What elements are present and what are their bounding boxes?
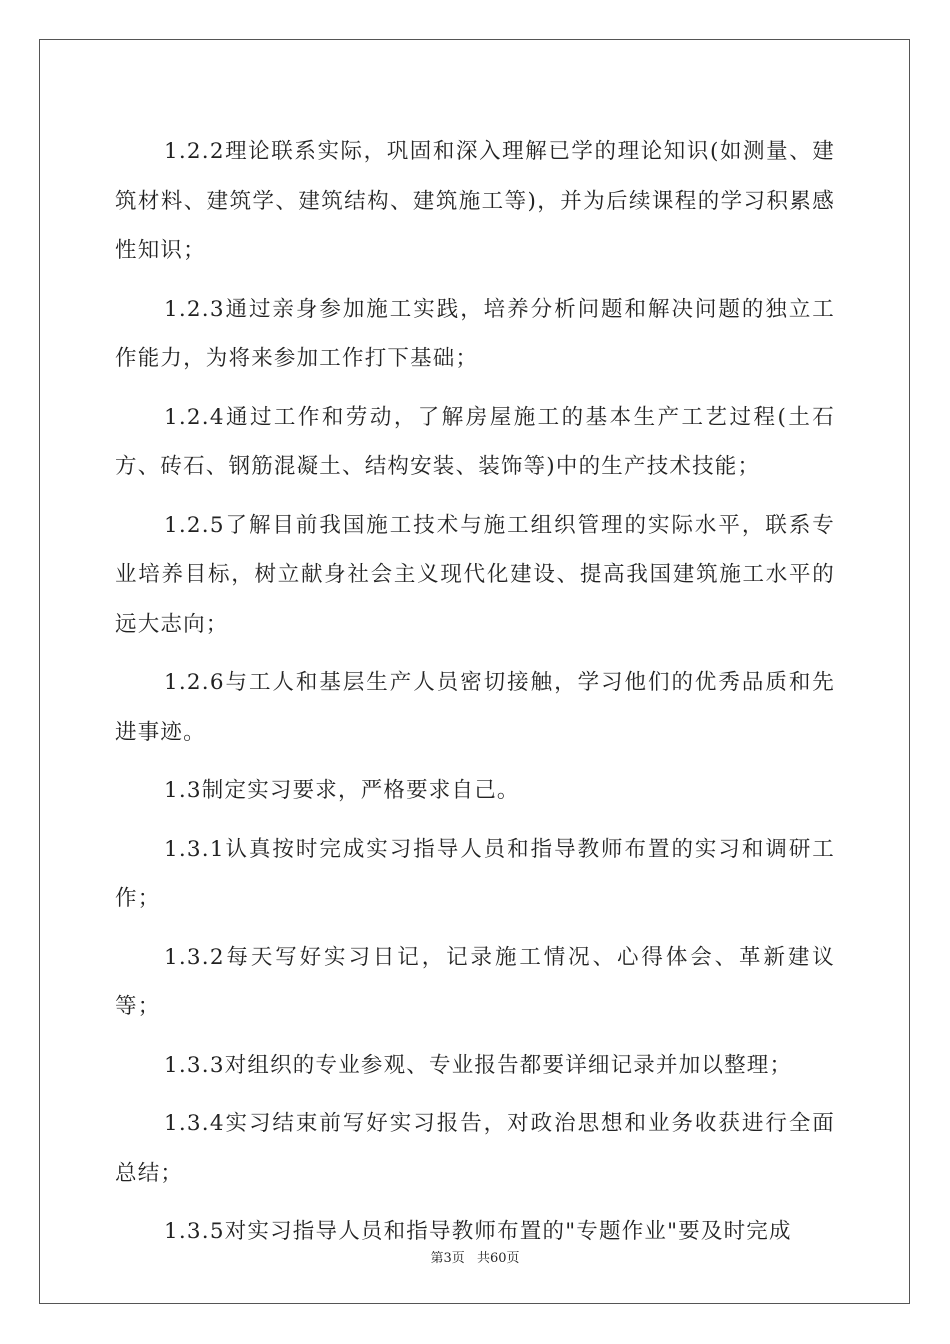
paragraph-1-3-3: 1.3.3对组织的专业参观、专业报告都要详细记录并加以整理； bbox=[164, 1052, 793, 1078]
paragraph-1-3: 1.3制定实习要求，严格要求自己。 bbox=[164, 778, 520, 803]
page-footer bbox=[0, 1247, 950, 1266]
paragraph-1-2-6: 1.2.6与工人和基层生产人员密切接触，学习他们的优秀品质和先进事迹。 bbox=[115, 670, 835, 745]
paragraph-1-3-2: 1.3.2每天写好实习日记，记录施工情况、心得体会、革新建议等； bbox=[115, 944, 835, 1019]
document-body bbox=[115, 127, 835, 1266]
page-number-total: 共60页 bbox=[476, 1251, 520, 1266]
paragraph-1-2-3: 1.2.3通过亲身参加施工实践，培养分析问题和解决问题的独立工作能力，为将来参加工作打下基础； bbox=[115, 296, 835, 371]
paragraph-1-2-2: 1.2.2理论联系实际，巩固和深入理解已学的理论知识(如测量、建筑材料、建筑学、建筑结构、建筑施工等)，并为后续课程的学习积累感性知识； bbox=[115, 139, 835, 263]
paragraph-1-2-4: 1.2.4通过工作和劳动，了解房屋施工的基本生产工艺过程(土石方、砖石、钢筋混凝土、结构安装、装饰等)中的生产技术技能； bbox=[115, 404, 835, 479]
paragraph-1-3-5: 1.3.5对实习指导人员和指导教师布置的"专题作业"要及时完成 bbox=[164, 1219, 792, 1244]
page-number-current: 第3页 bbox=[430, 1251, 465, 1266]
paragraph-1-2-5: 1.2.5了解目前我国施工技术与施工组织管理的实际水平，联系专业培养目标，树立献身社会主义现代化建设、提高我国建筑施工水平的远大志向； bbox=[115, 512, 835, 637]
paragraph-1-3-4: 1.3.4实习结束前写好实习报告，对政治思想和业务收获进行全面总结； bbox=[115, 1111, 835, 1186]
paragraph-1-3-1: 1.3.1认真按时完成实习指导人员和指导教师布置的实习和调研工作； bbox=[115, 836, 835, 911]
